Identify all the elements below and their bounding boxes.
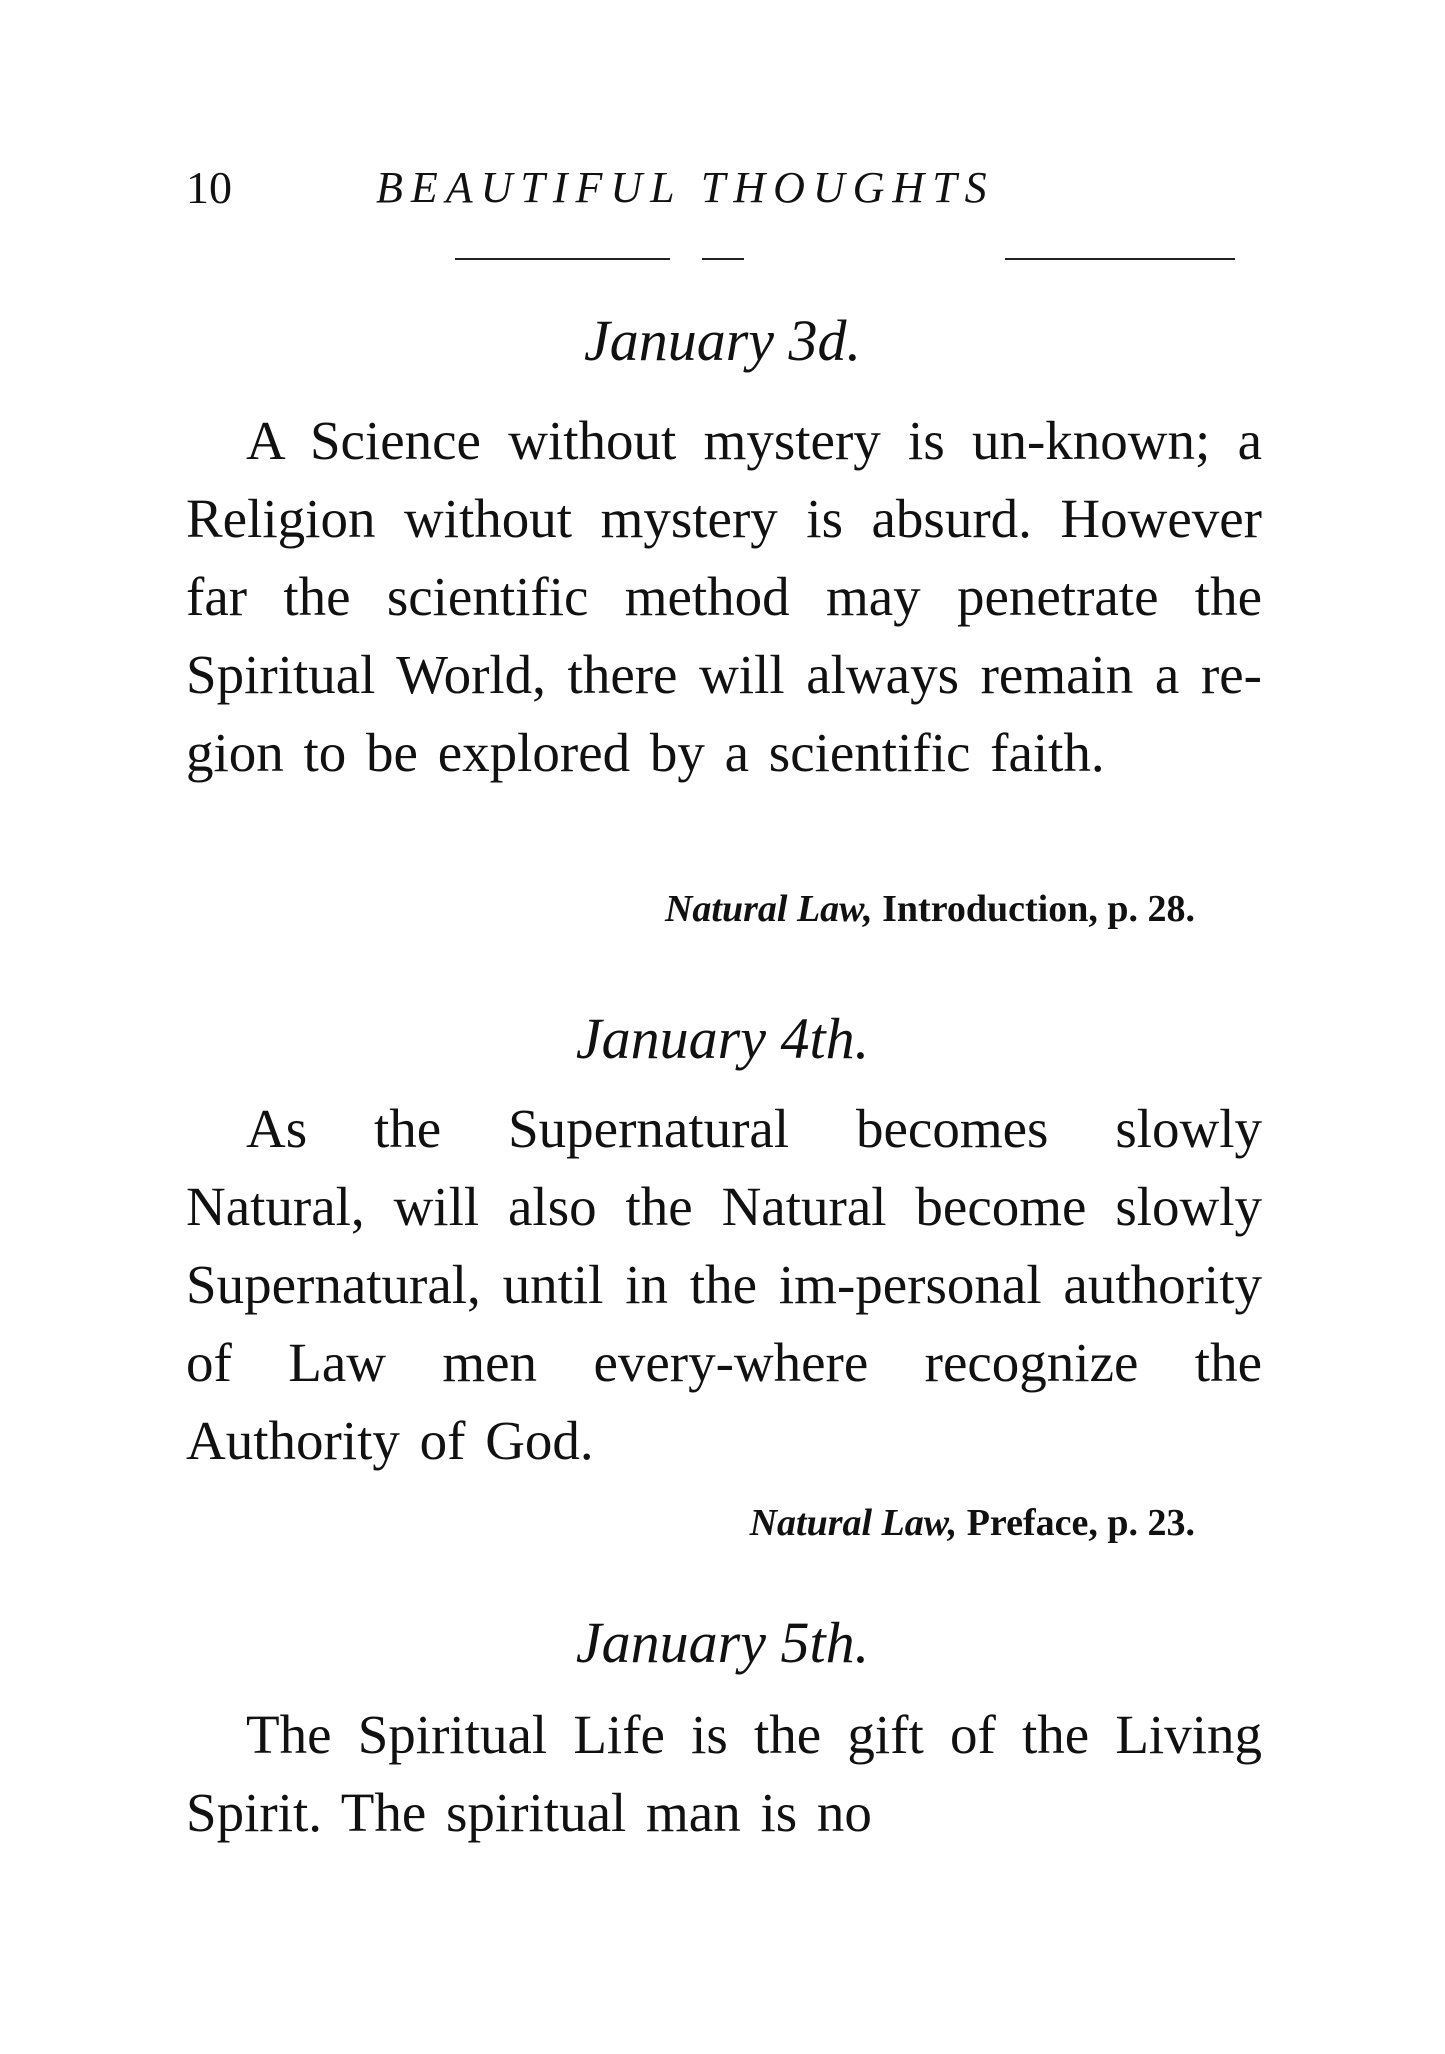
citation-work: Natural Law,	[749, 1502, 958, 1544]
entry-date-january-3: January 3d.	[583, 308, 862, 373]
page-header	[186, 158, 1086, 218]
citation-location: Introduction, p. 28.	[872, 888, 1195, 930]
citation-work: Natural Law,	[664, 888, 873, 930]
entry-date-january-5: January 5th.	[575, 1610, 870, 1675]
entry-body-january-4: As the Supernatural becomes slowly Natural, will also the Natural become slowly Supernatural, until in the im-personal authority of Law men every-where recognize the Authority of God.	[186, 1098, 1262, 1471]
entry-body-january-3: A Science without mystery is un-known; a Religion without mystery is absurd. However far the scientific method may penetrate the Spiritual World, there will always remain a re-gion to be explored by a scientific faith.	[186, 410, 1262, 783]
header-rule-middle	[702, 258, 744, 260]
page-number: 10	[186, 162, 232, 213]
header-rule-left	[455, 258, 670, 260]
running-title: BEAUTIFUL THOUGHTS	[376, 163, 995, 212]
entry-citation-january-4	[750, 1498, 1195, 1548]
entry-body-january-5: The Spiritual Life is the gift of the Living Spirit. The spiritual man is no	[186, 1704, 1262, 1843]
entry-citation-january-3	[665, 884, 1195, 934]
entry-date-january-4: January 4th.	[575, 1006, 870, 1071]
citation-location: Preface, p. 23.	[957, 1502, 1195, 1544]
header-rule-right	[1005, 258, 1235, 260]
